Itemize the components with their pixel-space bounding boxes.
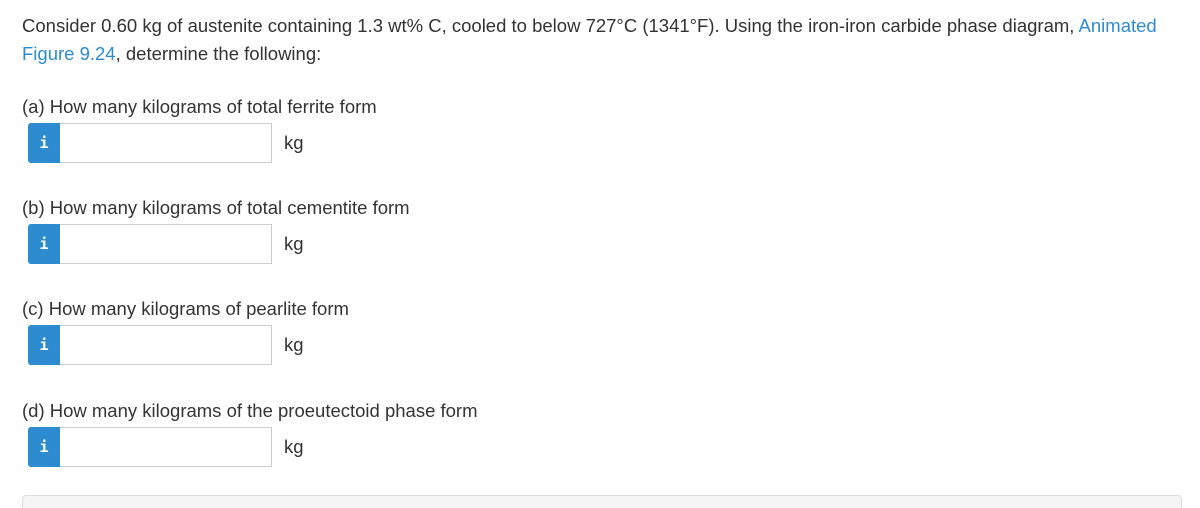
info-icon[interactable]: i bbox=[28, 224, 60, 264]
problem-text-start: Consider 0.60 kg of austenite containing 1.3 wt% C, cooled to below 727°C (1341°F). Using the iron-iron carbide phase diagram, bbox=[22, 15, 1079, 36]
problem-statement bbox=[22, 12, 1182, 68]
question-b-unit: kg bbox=[284, 233, 304, 254]
question-c-answer-row bbox=[28, 325, 304, 365]
question-a-input[interactable] bbox=[60, 123, 272, 163]
question-b-label: (b) How many kilograms of total cementite form bbox=[22, 197, 410, 218]
question-c-input[interactable] bbox=[60, 325, 272, 365]
question-d-input[interactable] bbox=[60, 427, 272, 467]
question-a-answer-row bbox=[28, 123, 304, 163]
question-d-answer-row bbox=[28, 427, 304, 467]
question-c-label: (c) How many kilograms of pearlite form bbox=[22, 298, 349, 319]
bottom-panel bbox=[22, 495, 1182, 508]
question-d-label: (d) How many kilograms of the proeutectoid phase form bbox=[22, 400, 478, 421]
animated-figure-link[interactable]: Animated Figure 9.24 bbox=[22, 15, 1157, 64]
info-icon[interactable]: i bbox=[28, 427, 60, 467]
question-b-input[interactable] bbox=[60, 224, 272, 264]
problem-text-end: , determine the following: bbox=[115, 43, 322, 64]
question-b-answer-row bbox=[28, 224, 304, 264]
question-d-unit: kg bbox=[284, 436, 304, 457]
question-a-unit: kg bbox=[284, 132, 304, 153]
question-a-label: (a) How many kilograms of total ferrite form bbox=[22, 96, 377, 117]
question-c-unit: kg bbox=[284, 334, 304, 355]
info-icon[interactable]: i bbox=[28, 123, 60, 163]
info-icon[interactable]: i bbox=[28, 325, 60, 365]
